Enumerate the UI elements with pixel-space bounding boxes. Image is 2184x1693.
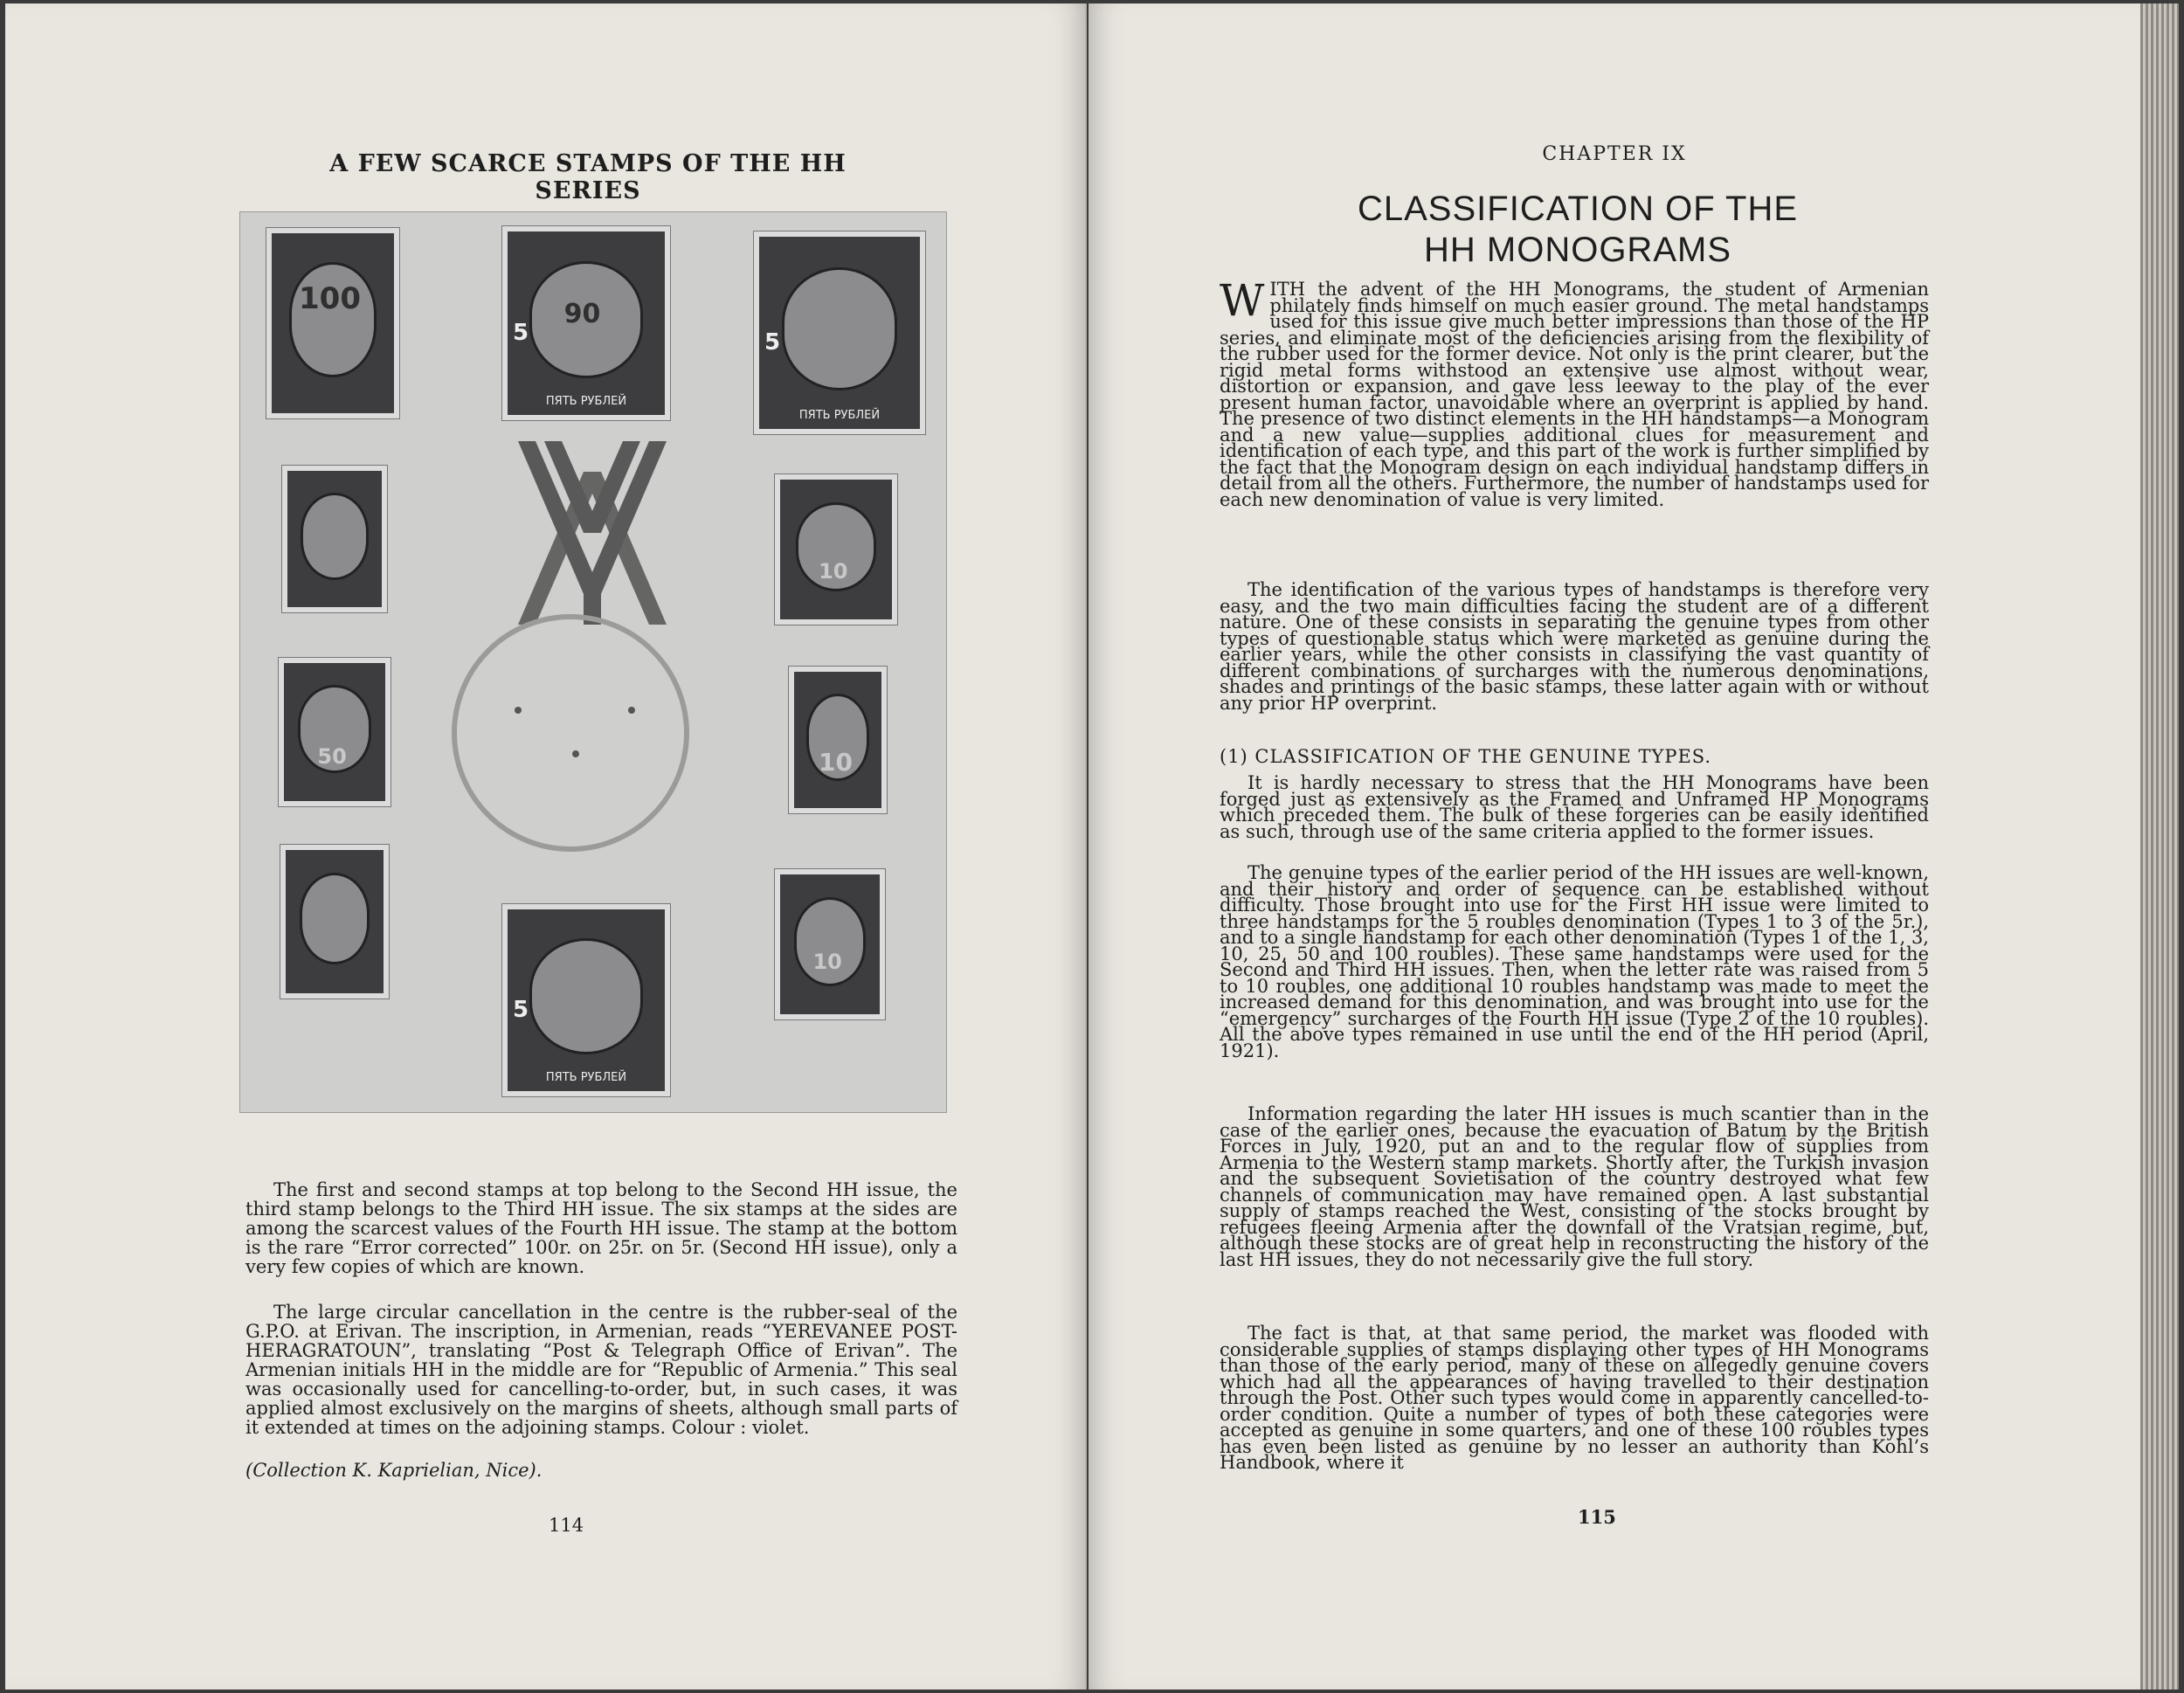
stamp-top-left [266, 228, 399, 418]
page-block-edge [2140, 3, 2179, 1690]
seal-dot [572, 750, 579, 757]
stamp-left-3 [280, 845, 389, 999]
stamp-right-1 [775, 474, 897, 625]
left-page [5, 3, 1087, 1690]
stamp-label: ПЯТЬ РУБЛЕЙ [545, 395, 627, 408]
page-number-left: 114 [549, 1515, 584, 1536]
stamp-value: 5 [764, 328, 781, 356]
stamp-portrait-oval [529, 938, 643, 1054]
stamp-right-2 [789, 667, 887, 813]
stamp-portrait-oval [301, 493, 369, 580]
hh-monogram-graphic [518, 441, 667, 625]
stamp-right-3 [775, 869, 885, 1019]
plate-title: A FEW SCARCE STAMPS OF THE HH SERIES [329, 150, 847, 204]
body-paragraph-4: The genuine types of the earlier period of the HH issues are well-known, and their history and order of sequence can be established without difficulty. Those brought into use for the First HH issue were limited to three handstamps for the 5 roubles denomination (Types 1 to 3 of the 5r.), and to a single handstamp for each other denomination (Types 1 of the 1, 3, 10, 25, 50 and 100 roubles). These same handstamps were used for the Second and Third HH issues. Then, when the letter rate was raised from 5 to 10 roubles, one additional 10 roubles handstamp was made to meet the increased demand for this denomination, and was brought into use for the “emergency” surcharges of the Fourth HH issue (Type 2 of the 10 roubles). All the above types remained in use until the end of the HH period (April, 1921). [1220, 862, 1929, 1061]
stamp-plate-photo [239, 211, 947, 1113]
stamp-overprint: 90 [563, 298, 601, 329]
body-paragraph-3: It is hardly necessary to stress that the HH Monograms have been forged just as extensively as the Framed and Unframed HP Monograms which preceded them. The bulk of these forgeries can be easily identified as such, through use of the same criteria applied to the former issues. [1220, 772, 1929, 842]
page-number-right: 115 [1578, 1506, 1616, 1528]
body-paragraph-1 [1220, 275, 1929, 510]
section-heading: (1) CLASSIFICATION OF THE GENUINE TYPES. [1220, 746, 1712, 767]
stamp-overprint: 10 [812, 950, 842, 974]
body-paragraph-5: Information regarding the later HH issues is much scantier than in the case of the earlier ones, because the evacuation of Batum by the British Forces in July, 1920, put an and to the regular flow of supplies from Armenia to the Western stamp markets. Shortly after, the Turkish invasion and the subsequent Sovietisation of the country destroyed what few channels of communication may have remained open. A last substantial supply of stamps reached the West, consisting of the stocks brought by refugees fleeing Armenia after the downfall of the Vratsian regime, but, although these stocks are of great help in reconstructing the history of the last HH issues, they do not necessarily give the full story. [1220, 1103, 1929, 1270]
circular-cancellation-seal [452, 614, 689, 852]
stamp-overprint: 50 [317, 743, 347, 769]
stamp-portrait-oval [300, 873, 370, 964]
stamp-overprint: 10 [819, 558, 848, 584]
stamp-top-middle [502, 226, 670, 420]
body-paragraph-2: The identification of the various types of handstamps is therefore very easy, and the two main difficulties facing the student are of a different nature. One of these consists in separating the genuine types from other types of questionable status which were marketed as genuine during the earlier years, while the other consists in classifying the vast quantity of different combinations of surcharges with the numerous denominations, shades and printings of the basic stamps, these latter again with or without any prior HP overprint. [1220, 579, 1929, 714]
chapter-label: CHAPTER IX [1542, 143, 1687, 165]
stamp-label: ПЯТЬ РУБЛЕЙ [798, 409, 881, 422]
stamp-value: 5 [513, 996, 529, 1023]
chapter-title: CLASSIFICATION OF THE HH MONOGRAMS [1357, 190, 1799, 269]
stamp-portrait-oval [782, 267, 898, 390]
plate-caption-paragraph-2: The large circular cancellation in the centre is the rubber-seal of the G.P.O. at Erivan. The inscription, in Armenian, reads “YEREVANEE POST-HERAGRATOUN”, translating “Post & Telegraph Office of Erivan”. The Armenian initials HH in the middle are for “Republic of Armenia.” This seal was occasionally used for cancelling-to-order, but, in such cases, it was applied almost exclusively on the margins of sheets, although small parts of it extended at times on the adjoining stamps. Colour : violet. [245, 1302, 957, 1438]
stamp-value: 5 [513, 319, 529, 346]
paragraph-text: ITH the advent of the HH Monograms, the student of Armenian philately finds himself on much easier ground. The metal handstamps used for this issue give much better impressions than those of the HP series, and eliminate most of the deficiencies arising from the flexibility of the rubber used for the former device. Not only is the print clearer, but the rigid metal forms withstood an extensive use almost without wear, distortion or expansion, and gave less leeway to the play of the ever present human factor, unavoidable where an overprint is applied by hand. The presence of two distinct elements in the HH handstamps—a Monogram and a new value—supplies additional clues for measurement and identification of each type, and this part of the work is further simplified by the fact that the Monogram design on each individual handstamp differs in detail from all the others. Furthermore, the number of handstamps used for each new denomination of value is very limited. [1220, 279, 1929, 510]
plate-caption-paragraph-1: The first and second stamps at top belong to the Second HH issue, the third stamp belongs to the Third HH issue. The six stamps at the sides are among the scarcest values of the Fourth HH issue. The stamp at the bottom is the rare “Error corrected” 100r. on 25r. on 5r. (Second HH issue), only a very few copies of which are known. [245, 1179, 957, 1277]
stamp-overprint: 10 [819, 748, 853, 777]
stamp-top-right [754, 231, 925, 434]
body-paragraph-6: The fact is that, at that same period, the market was flooded with considerable supplies of stamps displaying other types of HH Monograms than those of the early period, many of these on allegedly genuine covers which had all the appearances of having travelled to their destination through the Post. Other such types would come in apparently cancelled-to-order condition. Quite a number of types of both these categories were accepted as genuine in some quarters, and one of these 100 roubles types has even been listed as genuine by no lesser an authority than Kohl’s Handbook, where it [1220, 1323, 1929, 1473]
right-page [1089, 3, 2140, 1690]
stamp-left-2 [279, 658, 390, 806]
seal-dot [515, 707, 522, 714]
seal-dot [628, 707, 635, 714]
stamp-bottom-error-corrected [502, 904, 670, 1096]
drop-cap: W [1220, 275, 1265, 326]
stamp-label: ПЯТЬ РУБЛЕЙ [545, 1071, 627, 1084]
stamp-left-1 [282, 466, 387, 612]
stamp-overprint: 100 [299, 280, 361, 316]
collection-credit: (Collection K. Kaprielian, Nice). [245, 1460, 543, 1481]
